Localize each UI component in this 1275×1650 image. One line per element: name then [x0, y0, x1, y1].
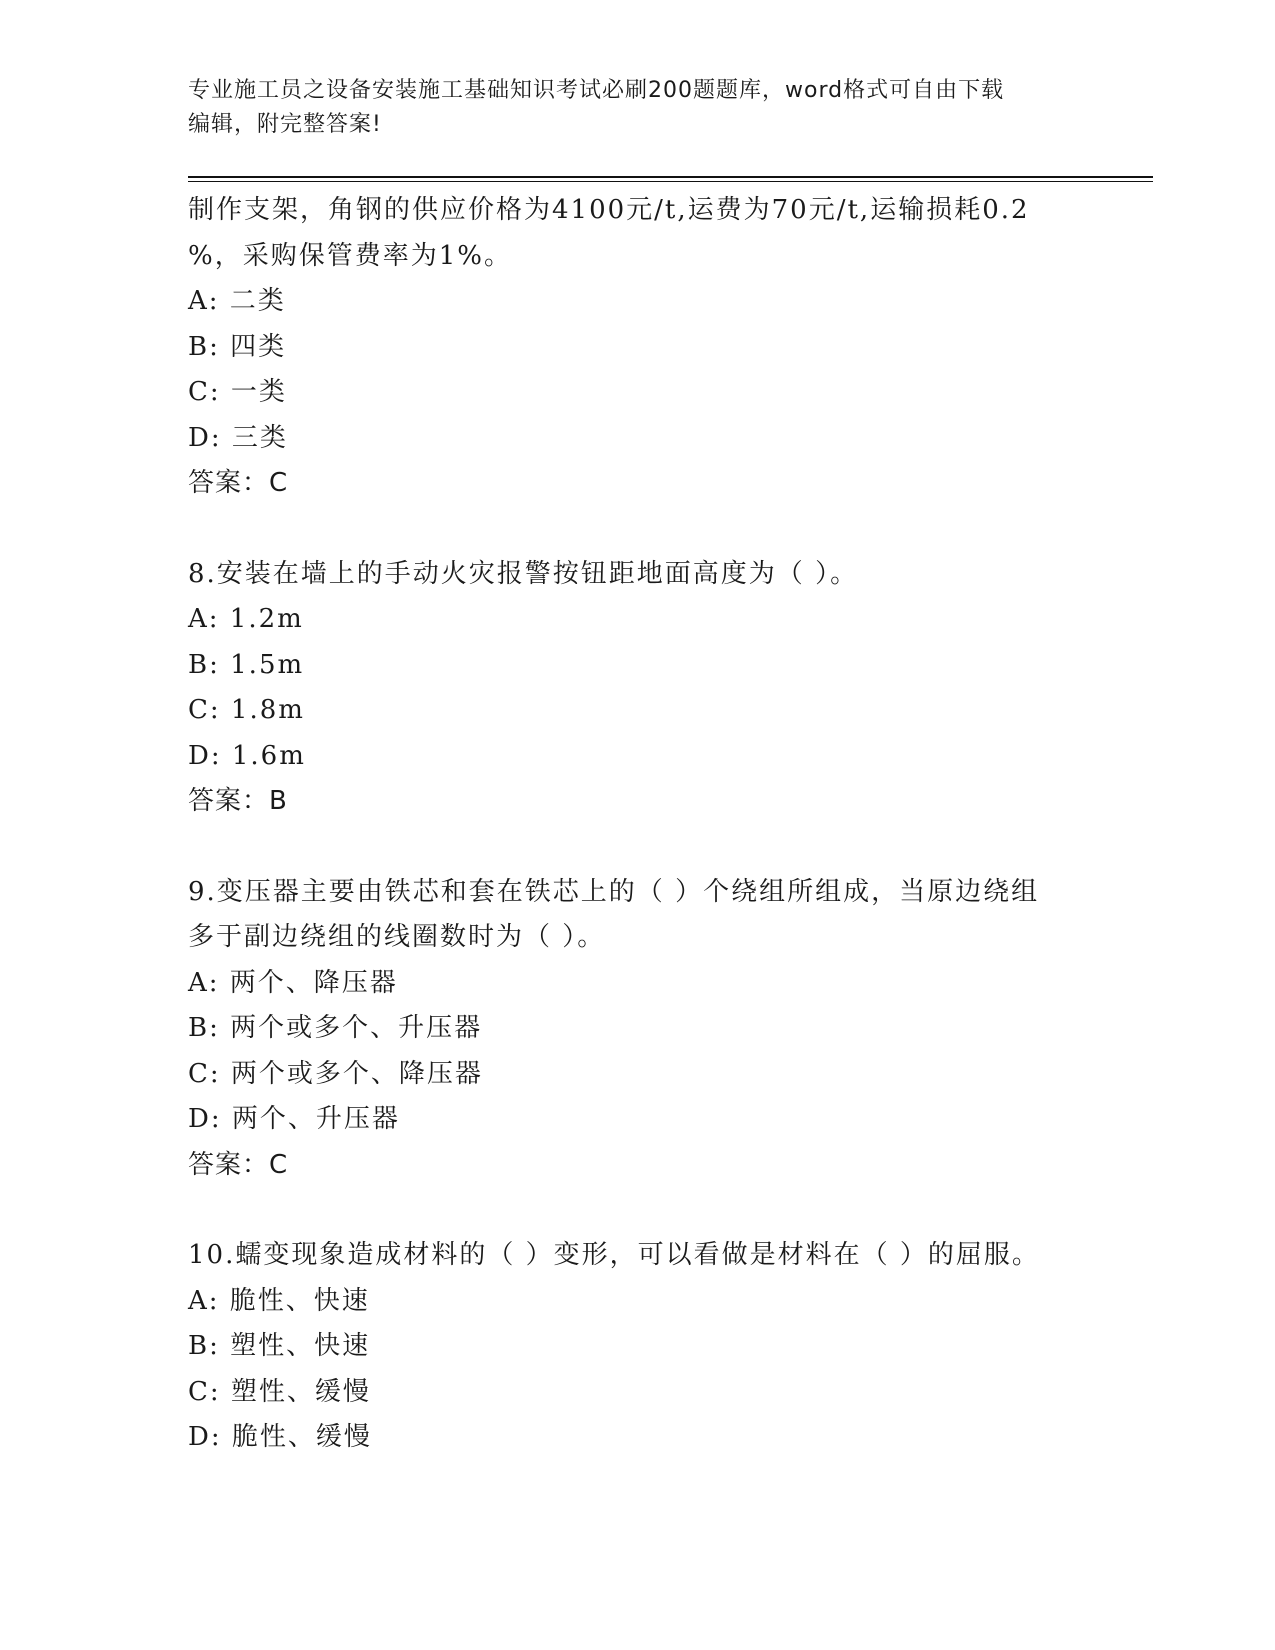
question-9-stem-line2: 多于副边绕组的线圈数时为（ ）。 [188, 922, 606, 952]
question-7-option-d: D: 三类 [188, 422, 288, 453]
question-8-option-b: B: 1.5m [188, 649, 305, 680]
question-9-option-d: D: 两个、升压器 [188, 1104, 400, 1134]
question-content [188, 188, 1088, 1461]
question-9-block [188, 870, 1088, 1189]
question-7-stem-line2: %，采购保管费率为1%。 [188, 240, 512, 271]
question-10-option-b: B: 塑性、快速 [188, 1331, 371, 1361]
question-8-answer: 答案：B [188, 786, 288, 816]
question-9-option-a: A: 两个、降压器 [188, 967, 398, 998]
question-9-answer: 答案：C [188, 1149, 289, 1180]
header-title-line1: 专业施工员之设备安装施工基础知识考试必刷200题题库，word格式可自由下载 [188, 78, 1005, 103]
document-header [188, 74, 1088, 142]
question-8-option-a: A: 1.2m [188, 604, 304, 634]
question-7-option-a: A: 二类 [188, 286, 286, 316]
header-divider-thin [188, 181, 1153, 182]
spacer [188, 825, 1088, 870]
question-8-block [188, 552, 1088, 825]
question-10-option-c: C: 塑性、缓慢 [188, 1376, 371, 1407]
question-10-stem: 10.蠕变现象造成材料的（ ）变形，可以看做是材料在（ ）的屈服。 [188, 1240, 1040, 1270]
question-10-block [188, 1233, 1088, 1461]
question-9-option-b: B: 两个或多个、升压器 [188, 1013, 483, 1043]
spacer [188, 1188, 1088, 1233]
header-title-line2: 编辑，附完整答案! [188, 112, 382, 137]
question-10-option-d: D: 脆性、缓慢 [188, 1422, 372, 1452]
question-10-option-a: A: 脆性、快速 [188, 1285, 370, 1316]
question-7-option-c: C: 一类 [188, 377, 287, 407]
question-7-stem-line1: 制作支架，角钢的供应价格为4100元/t,运费为70元/t,运输损耗0.2 [188, 195, 1030, 225]
question-9-option-c: C: 两个或多个、降压器 [188, 1058, 483, 1089]
question-8-stem: 8.安装在墙上的手动火灾报警按钮距地面高度为（ ）。 [188, 558, 859, 589]
spacer [188, 507, 1088, 552]
question-8-option-d: D: 1.6m [188, 740, 306, 771]
question-8-option-c: C: 1.8m [188, 695, 305, 725]
question-7-answer: 答案：C [188, 468, 289, 498]
question-7-option-b: B: 四类 [188, 331, 287, 362]
question-9-stem-line1: 9.变压器主要由铁芯和套在铁芯上的（ ）个绕组所组成，当原边绕组 [188, 876, 1040, 907]
question-7-block [188, 188, 1088, 507]
header-divider-thick [188, 176, 1153, 178]
